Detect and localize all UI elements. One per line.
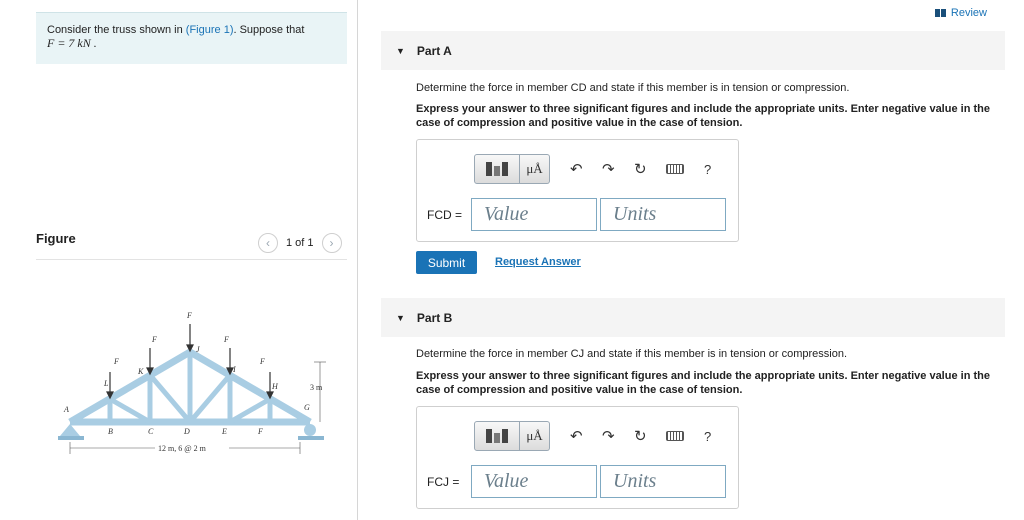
part-a-header[interactable]: [381, 31, 1005, 70]
part-b-answer-box: [416, 406, 739, 509]
help-icon[interactable]: ?: [704, 428, 712, 444]
problem-statement: [36, 12, 347, 64]
problem-panel: [0, 0, 358, 520]
load-label: F: [114, 357, 119, 366]
joint-label: J: [196, 345, 200, 354]
request-answer-link[interactable]: Request Answer: [495, 256, 581, 268]
joint-label: F: [258, 427, 263, 436]
problem-text-before: Consider the truss shown in: [47, 24, 186, 36]
part-b-field-row: [427, 465, 726, 498]
help-icon[interactable]: ?: [704, 161, 712, 177]
joint-label: D: [184, 427, 190, 436]
joint-label: L: [104, 379, 109, 388]
load-label: F: [152, 335, 157, 344]
redo-icon[interactable]: ↷: [602, 161, 615, 178]
part-b-label: FCJ =: [427, 474, 460, 489]
templates-button[interactable]: [474, 421, 520, 451]
part-a-field-row: [427, 198, 726, 231]
part-b-question: Determine the force in member CJ and state if this member is in tension or compression.: [416, 348, 848, 360]
part-a-units-input[interactable]: Units: [600, 198, 726, 231]
joint-label: H: [272, 382, 278, 391]
reset-icon[interactable]: ↻: [634, 161, 647, 178]
joint-label: B: [108, 427, 113, 436]
part-b-value-input[interactable]: Value: [471, 465, 597, 498]
figure-divider: [36, 259, 347, 260]
part-b-header[interactable]: [381, 298, 1005, 337]
review-icon: [935, 9, 946, 17]
figure-link[interactable]: (Figure 1): [185, 24, 234, 36]
review-link[interactable]: [935, 7, 987, 19]
part-a-question: Determine the force in member CD and state if this member is in tension or compression.: [416, 82, 850, 94]
problem-text-after: . Suppose that: [233, 24, 305, 36]
part-a-answer-box: [416, 139, 739, 242]
joint-label: G: [304, 403, 310, 412]
part-b-toolbar: [474, 421, 711, 451]
part-a-title: Part A: [416, 43, 452, 58]
joint-label: K: [138, 367, 144, 376]
templates-icon: [486, 429, 508, 443]
span-dimension: 12 m, 6 @ 2 m: [158, 444, 206, 453]
collapse-icon: ▼: [396, 312, 405, 323]
part-a-label: FCD =: [427, 207, 463, 222]
part-a-instructions: Express your answer to three significant figures and include the appropriate units. Enter negative value in the case of compression and positive value in the case of tension.: [416, 103, 990, 129]
joint-label: E: [222, 427, 227, 436]
part-b-units-input[interactable]: Units: [600, 465, 726, 498]
prev-figure-button[interactable]: ‹: [258, 233, 278, 253]
submit-button[interactable]: Submit: [416, 251, 477, 274]
load-label: F: [187, 311, 192, 320]
joint-label: I: [233, 365, 236, 374]
part-b-title: Part B: [416, 310, 453, 325]
next-figure-button[interactable]: ›: [322, 233, 342, 253]
given-value: F = 7 kN .: [47, 36, 97, 50]
figure-pager: [258, 233, 342, 253]
figure-title: Figure: [36, 231, 76, 246]
truss-figure: [58, 302, 338, 462]
undo-icon[interactable]: ↶: [570, 428, 583, 445]
keyboard-icon[interactable]: [666, 431, 684, 441]
review-label: Review: [950, 7, 987, 19]
reset-icon[interactable]: ↻: [634, 428, 647, 445]
units-button[interactable]: μÅ: [520, 154, 550, 184]
part-a-value-input[interactable]: Value: [471, 198, 597, 231]
joint-label: A: [64, 405, 69, 414]
units-button[interactable]: μÅ: [520, 421, 550, 451]
collapse-icon: ▼: [396, 45, 405, 56]
parts-panel: [359, 0, 1024, 520]
undo-icon[interactable]: ↶: [570, 161, 583, 178]
redo-icon[interactable]: ↷: [602, 428, 615, 445]
part-b-instructions: Express your answer to three significant figures and include the appropriate units. Enter negative value in the case of compression and positive value in the case of tension.: [416, 370, 990, 396]
height-dimension: 3 m: [310, 383, 323, 392]
joint-label: C: [148, 427, 154, 436]
keyboard-icon[interactable]: [666, 164, 684, 174]
load-label: F: [260, 357, 265, 366]
templates-button[interactable]: [474, 154, 520, 184]
part-a-toolbar: [474, 154, 711, 184]
load-label: F: [224, 335, 229, 344]
templates-icon: [486, 162, 508, 176]
pager-count: 1 of 1: [286, 237, 314, 249]
